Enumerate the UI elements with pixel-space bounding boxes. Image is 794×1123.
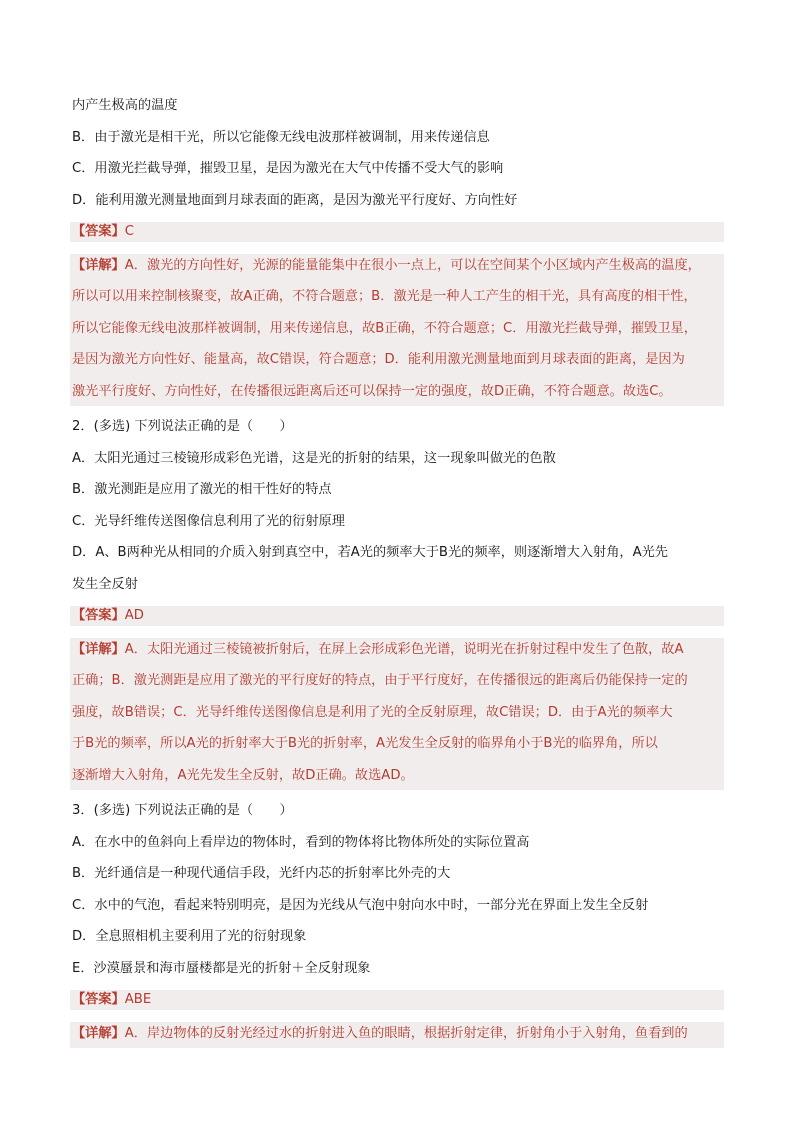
- answer-row: [70, 606, 724, 626]
- explanation-line: 【详解】A．太阳光通过三棱镜被折射后，在屏上会形成彩色光谱，说明光在折射过程中发生了色散，故A: [72, 641, 684, 657]
- explanation-tag: 【详解】: [72, 641, 125, 657]
- answer-tag: 【答案】: [72, 224, 125, 239]
- document-page: [72, 96, 724, 1059]
- answer-tag: 【答案】: [72, 992, 125, 1007]
- option-e: E．沙漠蜃景和海市蜃楼都是光的折射＋全反射现象: [72, 960, 371, 976]
- option-a: A．在水中的鱼斜向上看岸边的物体时，看到的物体将比物体所处的实际位置高: [72, 834, 530, 850]
- explanation-box: [70, 638, 724, 790]
- option-d: D．能利用激光测量地面到月球表面的距离，是因为激光平行度好、方向性好: [72, 192, 518, 208]
- question-title: 2．(多选) 下列说法正确的是（ ）: [72, 419, 293, 434]
- explanation-line: 强度，故B错误；C．光导纤维传送图像信息是利用了光的全反射原理，故C错误；D．由于A光的频率大: [72, 704, 673, 720]
- explanation-box: [70, 254, 724, 406]
- answer-row: [70, 222, 724, 242]
- explanation-line: 所以它能像无线电波那样被调制，用来传递信息，故B正确，不符合题意；C．用激光拦截导弹，摧毁卫星，: [72, 320, 697, 336]
- option-d: D．A、B两种光从相同的介质入射到真空中，若A光的频率大于B光的频率，则逐渐增大入射角，A光先: [72, 545, 668, 560]
- explanation-line: 【详解】A．岸边物体的反射光经过水的折射进入鱼的眼睛，根据折射定律，折射角小于入射角，鱼看到的: [72, 1025, 688, 1041]
- answer-row: [70, 990, 724, 1010]
- explanation-tag: 【详解】: [72, 1025, 125, 1041]
- explanation-line: 正确；B．激光测距是应用了激光的平行度好的特点，由于平行度好，在传播很远的距离后仍能保持一定的: [72, 673, 688, 688]
- answer-value: ABE: [124, 992, 152, 1007]
- option-a: A．太阳光通过三棱镜形成彩色光谱，这是光的折射的结果，这一现象叫做光的色散: [72, 450, 556, 466]
- option-c: C．用激光拦截导弹，摧毁卫星，是因为激光在大气中传播不受大气的影响: [72, 161, 504, 176]
- explanation-line: 所以可以用来控制核聚变，故A正确，不符合题意；B．激光是一种人工产生的相干光，具有高度的相干性，: [72, 289, 697, 304]
- explanation-line: 【详解】A．激光的方向性好，光源的能量能集中在很小一点上，可以在空间某个小区域内产生极高的温度，: [72, 257, 701, 273]
- option-b: B．由于激光是相干光，所以它能像无线电波那样被调制，用来传递信息: [72, 129, 490, 145]
- answer-value: C: [124, 224, 134, 239]
- answer-value: AD: [124, 608, 144, 623]
- option-b: B．光纤通信是一种现代通信手段，光纤内芯的折射率比外壳的大: [72, 866, 451, 881]
- explanation-line: 激光平行度好、方向性好，在传播很远距离后还可以保持一定的强度，故D正确，不符合题意。故选C。: [72, 383, 672, 399]
- explanation-line: 是因为激光方向性好、能量高，故C错误，符合题意；D．能利用激光测量地面到月球表面的距离，是因为: [72, 352, 685, 367]
- explanation-tag: 【详解】: [72, 257, 125, 273]
- option-d-continued: 发生全反射: [72, 576, 138, 592]
- explanation-line: 于B光的频率，所以A光的折射率大于B光的折射率，A光发生全反射的临界角小于B光的临界角，所以: [72, 736, 658, 751]
- question-title: 3．(多选) 下列说法正确的是（ ）: [72, 803, 293, 818]
- option-c: C．光导纤维传送图像信息利用了光的衍射原理: [72, 513, 345, 529]
- explanation-box: [70, 1022, 724, 1048]
- question-text-continued: 内产生极高的温度: [72, 98, 178, 113]
- answer-tag: 【答案】: [72, 608, 125, 623]
- option-b: B．激光测距是应用了激光的相干性好的特点: [72, 482, 332, 497]
- explanation-line: 逐渐增大入射角，A光先发生全反射，故D正确。故选AD。: [72, 767, 414, 783]
- option-d: D．全息照相机主要利用了光的衍射现象: [72, 929, 307, 944]
- option-c: C．水中的气泡，看起来特别明亮，是因为光线从气泡中射向水中时，一部分光在界面上发生全反射: [72, 897, 649, 913]
